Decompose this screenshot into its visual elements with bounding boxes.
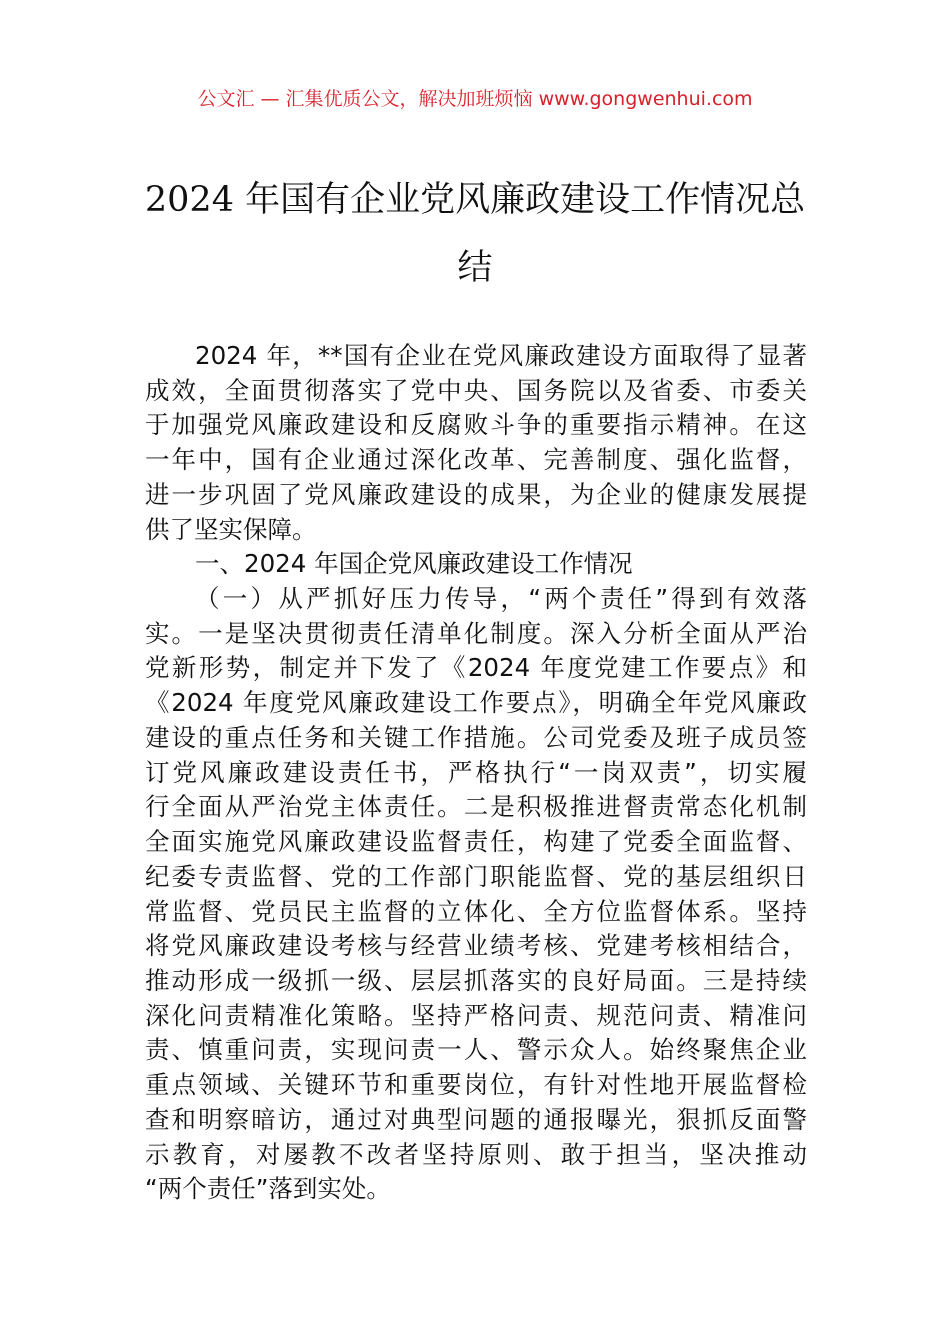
text-line: 纪委专责监督、党的工作部门职能监督、党的基层组织日 [145, 861, 807, 891]
text-line: “两个责任”落到实处。 [145, 1174, 391, 1204]
document-body [145, 339, 807, 1207]
text-line: 一、2024 年国企党风廉政建设工作情况 [195, 549, 633, 579]
text-line: 实。一是坚决贯彻责任清单化制度。深入分析全面从严治 [145, 618, 807, 648]
text-line: 行全面从严治党主体责任。二是积极推进督责常态化机制 [145, 792, 807, 822]
text-line: 全面实施党风廉政建设监督责任，构建了党委全面监督、 [145, 827, 807, 857]
text-line: 成效，全面贯彻落实了党中央、国务院以及省委、市委关 [145, 375, 807, 405]
text-line: 订党风廉政建设责任书，严格执行“一岗双责”，切实履 [145, 757, 807, 787]
text-line: 《2024 年度党风廉政建设工作要点》，明确全年党风廉政 [145, 688, 807, 718]
text-line: 2024 年，**国有企业在党风廉政建设方面取得了显著 [195, 341, 807, 370]
text-line: 重点领域、关键环节和重要岗位，有针对性地开展监督检 [145, 1070, 807, 1100]
paragraph [145, 582, 807, 1207]
text-line: 责、慎重问责，实现问责一人、警示众人。始终聚焦企业 [145, 1035, 807, 1065]
text-line: 一年中，国有企业通过深化改革、完善制度、强化监督， [145, 445, 807, 475]
text-line: 深化问责精准化策略。坚持严格问责、规范问责、精准问 [145, 1000, 807, 1030]
title-line: 结 [457, 248, 493, 288]
watermark-header: 公文汇 — 汇集优质公文，解决加班烦恼 www.gongwenhui.com [197, 88, 753, 110]
section-heading [145, 547, 807, 582]
text-line: 推动形成一级抓一级、层层抓落实的良好局面。三是持续 [145, 965, 807, 995]
title-line: 2024 年国有企业党风廉政建设工作情况总 [144, 180, 806, 220]
paragraph [145, 339, 807, 547]
text-line: 于加强党风廉政建设和反腐败斗争的重要指示精神。在这 [145, 410, 807, 440]
text-line: 党新形势，制定并下发了《2024 年度党建工作要点》和 [145, 653, 807, 683]
text-line: 将党风廉政建设考核与经营业绩考核、党建考核相结合， [145, 931, 807, 961]
text-line: 查和明察暗访，通过对典型问题的通报曝光，狠抓反面警 [145, 1104, 807, 1134]
text-line: （一）从严抓好压力传导，“两个责任”得到有效落 [195, 584, 807, 614]
text-line: 供了坚实保障。 [145, 514, 317, 544]
text-line: 常监督、党员民主监督的立体化、全方位监督体系。坚持 [145, 896, 807, 926]
document-title [0, 166, 950, 302]
text-line: 进一步巩固了党风廉政建设的成果，为企业的健康发展提 [145, 479, 807, 509]
text-line: 示教育，对屡教不改者坚持原则、敢于担当，坚决推动 [145, 1139, 807, 1169]
text-line: 建设的重点任务和关键工作措施。公司党委及班子成员签 [145, 722, 807, 752]
